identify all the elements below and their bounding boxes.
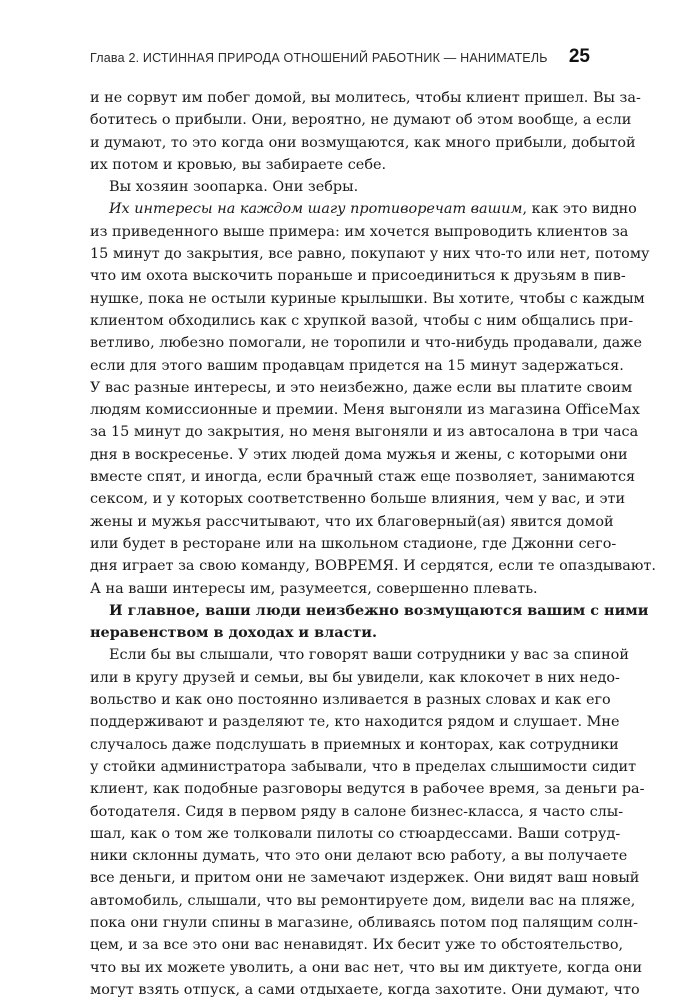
page-header: [90, 46, 590, 76]
text-line: цем, и за все это они вас ненавидят. Их бесит уже то обстоятельство,: [90, 937, 624, 954]
text-line: ботитесь о прибыли. Они, вероятно, не думают об этом вообще, а если: [90, 112, 632, 129]
text-line: пока они гнули спины в магазине, обливаясь потом под палящим солн-: [90, 914, 638, 931]
text-line: вольство и как оно постоянно изливается в разных словах и как его: [90, 692, 611, 709]
text-line: [90, 198, 637, 220]
text-line: шал, как о том же толковали пилоты со стюардессами. Ваши сотруд-: [90, 825, 621, 842]
text-line: поддерживают и разделяют те, кто находится рядом и слушает. Мне: [90, 714, 620, 731]
text-line: за 15 минут до закрытия, но меня выгоняли и из автосалона в три часа: [90, 424, 639, 441]
text-line: что им охота выскочить пораньше и присоединиться к друзьям в пив-: [90, 268, 626, 285]
text-line: что вы их можете уволить, а они вас нет, что вы им диктуете, когда они: [90, 959, 643, 976]
text-line: их потом и кровью, вы забираете себе.: [90, 156, 387, 173]
text-line: или в кругу друзей и семьи, вы бы увидели, как клокочет в них недо-: [90, 669, 620, 686]
text-line: если для этого вашим продавцам придется на 15 минут задержаться.: [90, 357, 624, 374]
text-line: ботодателя. Сидя в первом ряду в салоне бизнес-класса, я часто слы-: [90, 803, 624, 820]
text-line: дня в воскресенье. У этих людей дома мужья и жены, с которыми они: [90, 446, 628, 463]
text-fragment: , как это видно: [522, 201, 637, 218]
text-line: А на ваши интересы им, разумеется, совершенно плевать.: [90, 580, 538, 597]
text-line: вместе спят, и иногда, если брачный стаж еще позволяет, занимаются: [90, 469, 636, 486]
text-line: нушке, пока не остыли куриные крылышки. Вы хотите, чтобы с каждым: [90, 290, 645, 307]
text-line: могут взять отпуск, а сами отдыхаете, когда захотите. Они думают, что: [90, 981, 640, 998]
text-line: клиентом обходились как с хрупкой вазой, чтобы с ним общались при-: [90, 312, 634, 329]
text-line: 15 минут до закрытия, все равно, покупают у них что-то или нет, потому: [90, 246, 650, 263]
page-number: 25: [568, 46, 590, 67]
text-line: Если бы вы слышали, что говорят ваши сотрудники у вас за спиной: [109, 647, 629, 664]
text-line: все деньги, и притом они не замечают издержек. Они видят ваш новый: [90, 870, 640, 887]
text-line: Вы хозяин зоопарка. Они зебры.: [109, 179, 359, 196]
text-line: сексом, и у которых соответственно больше влияния, чем у вас, и эти: [90, 491, 626, 508]
text-line: у стойки администратора забывали, что в пределах слышимости сидит: [90, 758, 637, 775]
text-line: и думают, то это когда они возмущаются, как много прибыли, добытой: [90, 134, 636, 151]
text-line: жены и мужья рассчитывают, что их благоверный(ая) явится домой: [90, 513, 614, 530]
running-head: Глава 2. ИСТИННАЯ ПРИРОДА ОТНОШЕНИЙ РАБОТНИК — НАНИМАТЕЛЬ: [90, 51, 548, 65]
body-text: [90, 87, 656, 1001]
text-line: и не сорвут им побег домой, вы молитесь, чтобы клиент пришел. Вы за-: [90, 90, 641, 106]
text-line: клиент, как подобные разговоры ведутся в рабочее время, за деньги ра-: [90, 781, 645, 798]
bold-text-line: И главное, ваши люди неизбежно возмущаются вашим с ними: [109, 601, 649, 619]
text-line: ники склонны думать, что это они делают всю работу, а вы получаете: [90, 848, 628, 865]
italic-phrase: Их интересы на каждом шагу противоречат вашим: [109, 201, 523, 218]
text-line: дня играет за свою команду, ВОВРЕМЯ. И сердятся, если те опаздывают.: [90, 558, 656, 575]
text-line: У вас разные интересы, и это неизбежно, даже если вы платите своим: [90, 379, 633, 396]
text-line: людям комиссионные и премии. Меня выгоняли из магазина OfficeMax: [90, 402, 640, 419]
text-line: из приведенного выше примера: им хочется выпроводить клиентов за: [90, 223, 629, 240]
text-line: или будет в ресторане или на школьном стадионе, где Джонни сего-: [90, 535, 617, 552]
text-line: ветливо, любезно помогали, не торопили и что-нибудь продавали, даже: [90, 335, 642, 352]
bold-text-line: неравенством в доходах и власти.: [90, 624, 377, 642]
text-line: случалось даже подслушать в приемных и конторах, как сотрудники: [90, 736, 619, 753]
text-line: автомобиль, слышали, что вы ремонтируете дом, видели вас на пляже,: [90, 892, 636, 909]
